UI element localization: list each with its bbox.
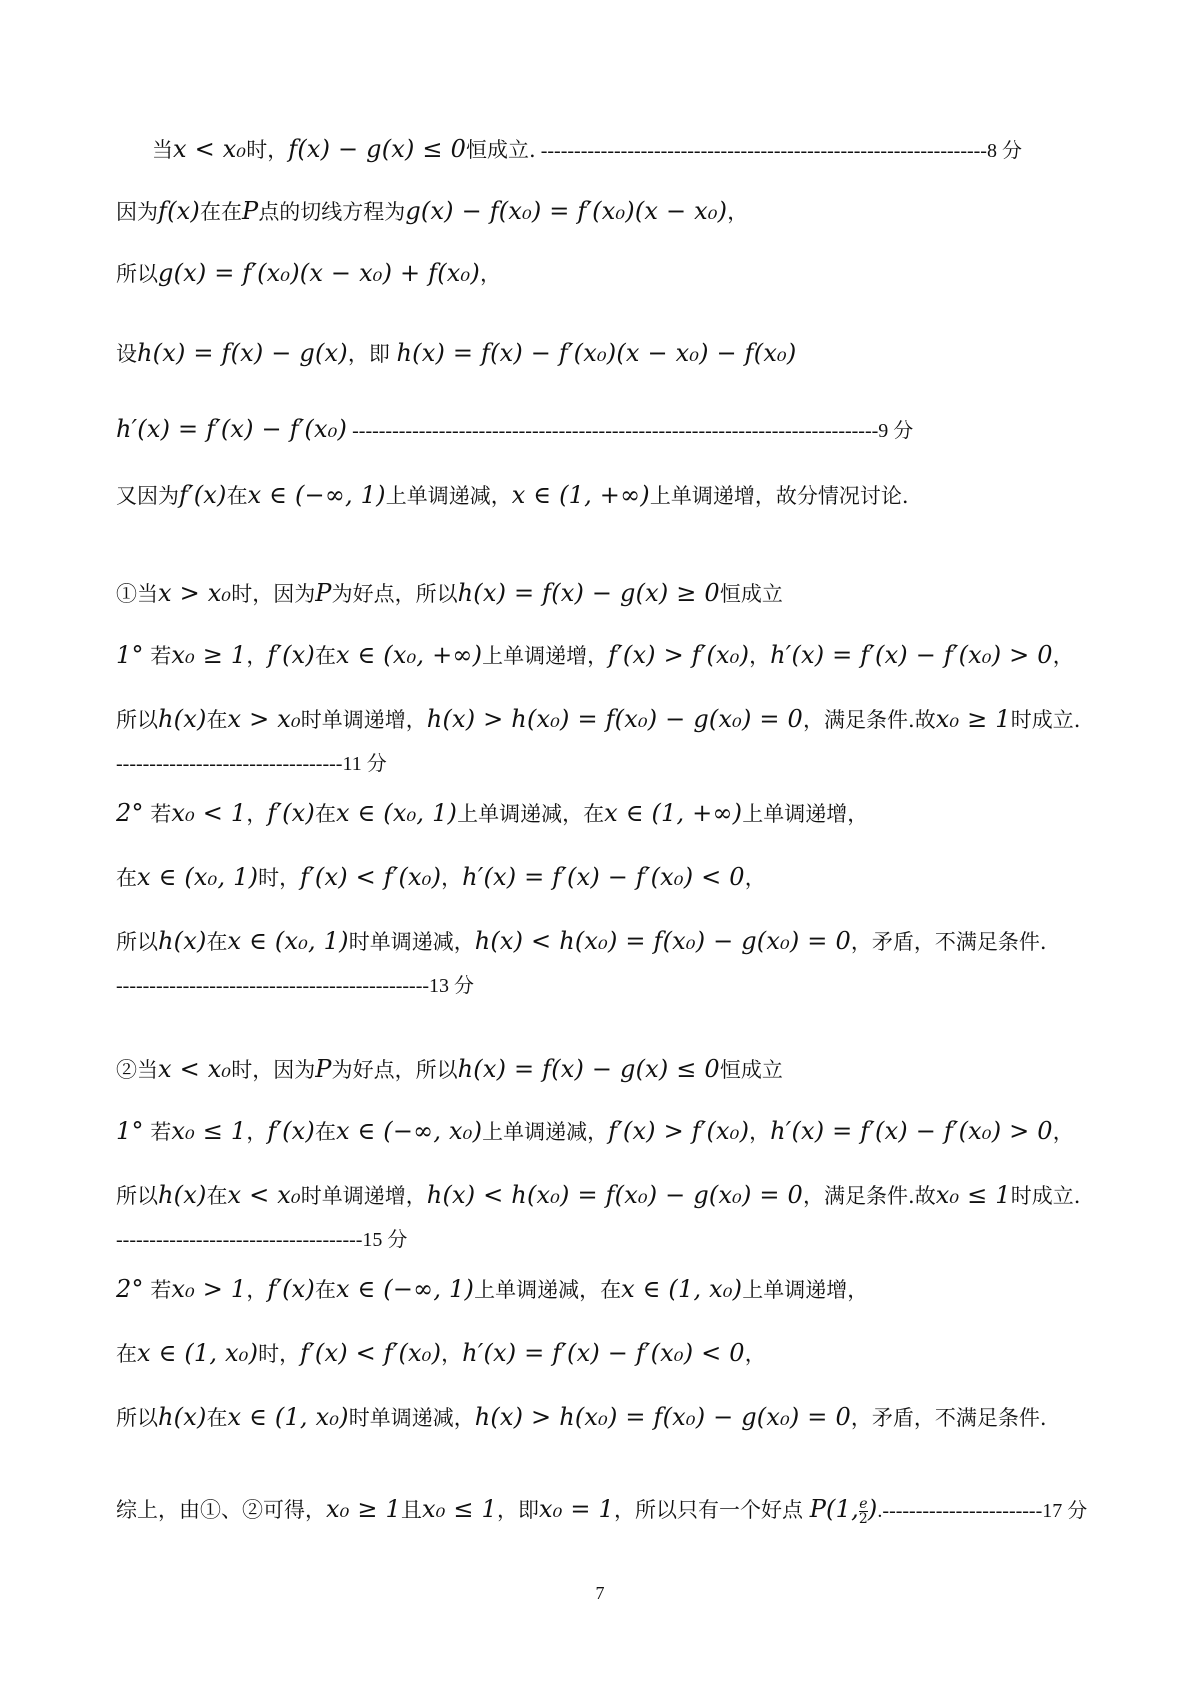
text-run: 时，	[258, 1342, 301, 1366]
math-expression: h(x)	[158, 1403, 207, 1431]
text-line	[116, 1054, 1096, 1085]
math-expression: h(x) = f(x) − g(x) ≥ 0	[457, 579, 720, 607]
text-run: 为好点，所以	[331, 582, 458, 606]
text-run: 时，	[246, 138, 289, 162]
math-expression: x ∈ (1, x₀)	[137, 1339, 259, 1367]
text-line	[116, 196, 1096, 227]
text-run: ，	[744, 866, 766, 890]
text-run: ，	[727, 200, 749, 224]
text-line	[116, 1274, 1096, 1305]
math-expression: x < x₀	[173, 135, 247, 163]
text-line	[116, 578, 1096, 609]
text-run: 所以	[116, 1406, 158, 1430]
math-expression: x₀ ≤ 1	[935, 1181, 1011, 1209]
math-expression: g(x) = f′(x₀)(x − x₀) + f(x₀)	[158, 259, 480, 287]
math-expression: h′(x) = f′(x) − f′(x₀) < 0	[462, 1339, 745, 1367]
text-line	[116, 1116, 1096, 1147]
text-run: 上单调递减，在	[474, 1278, 622, 1302]
math-expression: x₀ < 1	[171, 799, 247, 827]
text-run: 时成立.	[1010, 1184, 1081, 1208]
text-run: ①当	[116, 582, 158, 606]
math-expression: f′(x) < f′(x₀)	[300, 863, 442, 891]
text-run: ，	[749, 1120, 771, 1144]
text-run: ，满足条件.故	[803, 708, 936, 732]
text-run: ，即	[497, 1498, 539, 1522]
text-line	[116, 258, 1096, 289]
math-expression: P(1,	[809, 1495, 859, 1523]
text-run: 当	[152, 138, 173, 162]
math-expression: x > x₀	[227, 705, 301, 733]
score-marker: .------------------------17 分	[877, 1500, 1088, 1522]
score-marker: -----------------------------------------------13 分	[116, 975, 475, 997]
text-run: 时单调递减，	[348, 1406, 475, 1430]
text-run: 在	[314, 1278, 336, 1302]
text-run: 点的切线方程为	[258, 200, 406, 224]
math-expression: h(x)	[158, 1181, 207, 1209]
math-expression: h(x) < h(x₀) = f(x₀) − g(x₀) = 0	[474, 927, 851, 955]
text-run: 因为	[116, 200, 158, 224]
text-run: ②当	[116, 1058, 158, 1082]
math-expression: f(x)	[158, 197, 200, 225]
text-run: ，	[246, 644, 268, 668]
math-expression: x₀ = 1	[539, 1495, 614, 1523]
math-expression: f′(x)	[267, 641, 315, 669]
math-expression: x ∈ (−∞, 1)	[247, 481, 386, 509]
math-expression: 1°	[116, 1117, 144, 1145]
text-run: 在	[314, 1120, 336, 1144]
text-run: 上单调递减，	[482, 1120, 609, 1144]
math-expression: 1°	[116, 641, 144, 669]
text-run: ，满足条件.故	[803, 1184, 936, 1208]
text-run: 所以	[116, 708, 158, 732]
text-run: ，即	[347, 342, 397, 366]
math-expression: x₀ ≥ 1	[171, 641, 247, 669]
text-run: ，	[749, 644, 771, 668]
text-run: ，所以只有一个好点	[614, 1498, 810, 1522]
text-run: 在	[314, 802, 336, 826]
math-expression: f′(x) > f′(x₀)	[608, 1117, 750, 1145]
math-expression: f(x) − g(x) ≤ 0	[288, 135, 467, 163]
text-run: 设	[116, 342, 137, 366]
fraction-numerator: e	[859, 1496, 868, 1512]
text-run: 在	[226, 484, 248, 508]
text-line	[152, 134, 1132, 166]
math-expression: f′(x)	[267, 1275, 315, 1303]
text-run: 恒成立	[719, 582, 783, 606]
text-line	[116, 1224, 1096, 1255]
math-expression: x ∈ (1, x₀)	[621, 1275, 743, 1303]
text-run: ，矛盾，不满足条件.	[850, 930, 1047, 954]
text-line	[116, 798, 1096, 829]
score-marker: -------------------------------------------------------------------------------9 分	[347, 420, 914, 442]
math-expression: x₀ ≤ 1	[422, 1495, 497, 1523]
math-expression: P	[315, 579, 332, 607]
math-expression: h′(x) = f′(x) − f′(x₀) > 0	[770, 641, 1053, 669]
math-expression: x ∈ (−∞, 1)	[335, 1275, 475, 1303]
text-run: 时单调递增，	[300, 1184, 427, 1208]
math-expression: x > x₀	[158, 579, 232, 607]
text-run: 上单调递增，	[482, 644, 609, 668]
text-run: 时，	[258, 866, 301, 890]
math-expression: 2°	[116, 1275, 144, 1303]
math-expression: f′(x)	[267, 799, 315, 827]
score-marker: -------------------------------------15 分	[116, 1229, 408, 1251]
text-run: ，	[246, 1278, 268, 1302]
text-run: 又因为	[116, 484, 179, 508]
math-expression: f′(x)	[179, 481, 227, 509]
math-expression: h′(x) = f′(x) − f′(x₀)	[116, 415, 348, 443]
text-run: ，	[1052, 1120, 1074, 1144]
text-run: 所以	[116, 1184, 158, 1208]
text-run: 在	[116, 1342, 137, 1366]
text-line	[116, 338, 1096, 369]
text-run: ，矛盾，不满足条件.	[850, 1406, 1047, 1430]
math-expression: x ∈ (1, +∞)	[511, 481, 650, 509]
text-run: 若	[143, 644, 172, 668]
text-run: 在	[206, 1184, 228, 1208]
text-run: ，	[246, 1120, 268, 1144]
text-line	[116, 414, 1096, 446]
text-run: 在	[206, 1406, 228, 1430]
math-expression: f′(x)	[267, 1117, 315, 1145]
math-expression: P	[315, 1055, 332, 1083]
math-expression: h(x) > h(x₀) = f(x₀) − g(x₀) = 0	[474, 1403, 851, 1431]
math-expression: h(x) > h(x₀) = f(x₀) − g(x₀) = 0	[426, 705, 804, 733]
text-run: ，	[479, 262, 501, 286]
text-run: 上单调递减，在	[457, 802, 605, 826]
fraction-denominator: 2	[858, 1511, 868, 1527]
text-run: 综上，由①、②可得，	[116, 1498, 326, 1522]
text-run: 恒成立.	[466, 138, 536, 162]
text-run: ，	[1052, 644, 1074, 668]
math-expression: h(x)	[158, 927, 207, 955]
text-run: 上单调递增，	[742, 1278, 869, 1302]
text-run: 若	[143, 802, 172, 826]
text-line	[116, 480, 1096, 511]
math-expression: P	[241, 197, 259, 225]
math-expression: x ∈ (−∞, x₀)	[335, 1117, 483, 1145]
math-expression: h(x) = f(x) − g(x)	[137, 339, 348, 367]
math-expression: x ∈ (1, x₀)	[227, 1403, 349, 1431]
math-expression: h′(x) = f′(x) − f′(x₀) < 0	[462, 863, 745, 891]
math-expression: h(x) = f(x) − f′(x₀)(x − x₀) − f(x₀)	[396, 339, 797, 367]
text-line	[116, 1494, 1096, 1526]
math-expression: h(x) = f(x) − g(x) ≤ 0	[457, 1055, 720, 1083]
fraction	[859, 1497, 868, 1526]
math-expression: )	[867, 1495, 878, 1523]
text-run: ，	[441, 1342, 463, 1366]
text-run: 时单调递增，	[300, 708, 427, 732]
math-expression: x < x₀	[158, 1055, 232, 1083]
text-run: 在	[206, 930, 228, 954]
page-number: 7	[595, 1583, 605, 1603]
text-run: 时，因为	[231, 582, 316, 606]
text-run: 若	[143, 1120, 172, 1144]
text-run: 在	[116, 866, 137, 890]
math-expression: x₀ ≤ 1	[171, 1117, 247, 1145]
text-run: 所以	[116, 930, 158, 954]
math-expression: h(x) < h(x₀) = f(x₀) − g(x₀) = 0	[426, 1181, 804, 1209]
math-expression: x₀ > 1	[171, 1275, 247, 1303]
math-expression: x ∈ (x₀, 1)	[137, 863, 259, 891]
score-marker: ----------------------------------11 分	[116, 753, 387, 775]
math-expression: x ∈ (x₀, 1)	[335, 799, 458, 827]
text-run: ，	[441, 866, 463, 890]
text-line	[116, 748, 1096, 779]
text-run: 上单调递增，故分情况讨论.	[649, 484, 909, 508]
text-line	[116, 704, 1096, 735]
text-run: ，	[744, 1342, 766, 1366]
text-line	[116, 862, 1096, 893]
math-expression: 2°	[116, 799, 144, 827]
text-run: ，	[246, 802, 268, 826]
math-expression: f′(x) < f′(x₀)	[300, 1339, 442, 1367]
math-expression: x ∈ (x₀, 1)	[227, 927, 349, 955]
text-run: 上单调递增，	[742, 802, 869, 826]
text-run: 且	[401, 1498, 422, 1522]
math-expression: f′(x) > f′(x₀)	[608, 641, 750, 669]
text-run: 所以	[116, 262, 158, 286]
text-run: 时单调递减，	[348, 930, 475, 954]
text-run: 若	[143, 1278, 172, 1302]
text-run: 时，因为	[231, 1058, 316, 1082]
text-run: 时成立.	[1010, 708, 1081, 732]
text-line	[116, 926, 1096, 957]
text-run: 恒成立	[719, 1058, 783, 1082]
text-run: 在	[206, 708, 228, 732]
text-run: 在在	[199, 200, 242, 224]
math-expression: h′(x) = f′(x) − f′(x₀) > 0	[770, 1117, 1053, 1145]
math-expression: x₀ ≥ 1	[935, 705, 1011, 733]
math-expression: x₀ ≥ 1	[326, 1495, 401, 1523]
math-expression: x ∈ (1, +∞)	[604, 799, 743, 827]
text-line	[116, 1180, 1096, 1211]
text-run: 在	[314, 644, 336, 668]
text-run: 上单调递减，	[385, 484, 512, 508]
math-expression: x ∈ (x₀, +∞)	[335, 641, 483, 669]
text-line	[116, 1338, 1096, 1369]
math-expression: g(x) − f(x₀) = f′(x₀)(x − x₀)	[405, 197, 728, 225]
text-run: 为好点，所以	[331, 1058, 458, 1082]
text-line	[116, 970, 1096, 1001]
math-expression: x < x₀	[227, 1181, 301, 1209]
score-marker: -------------------------------------------------------------------8 分	[535, 140, 1022, 162]
text-line	[116, 1402, 1096, 1433]
text-line	[116, 640, 1096, 671]
math-expression: h(x)	[158, 705, 207, 733]
